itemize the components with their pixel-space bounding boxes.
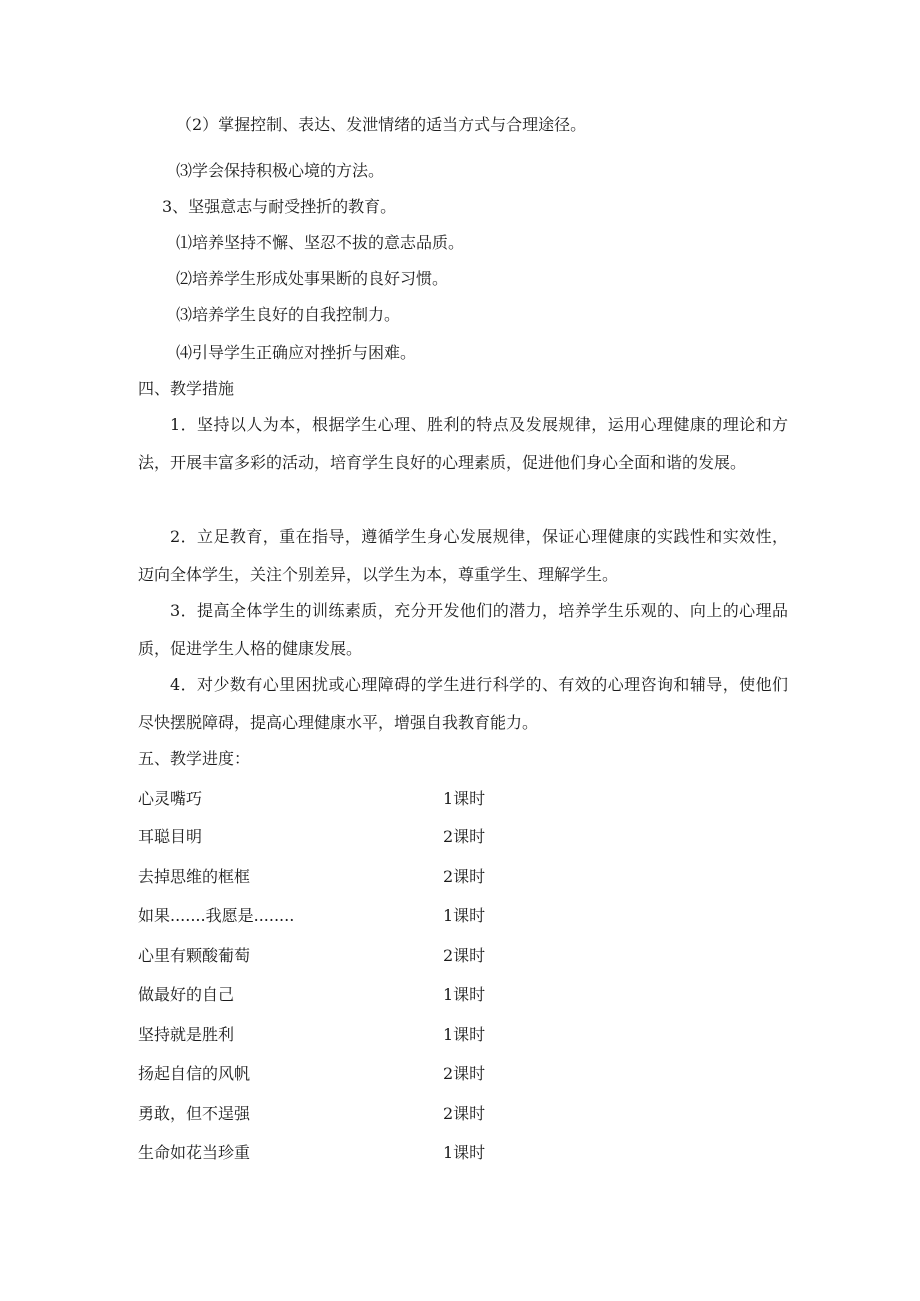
schedule-row <box>138 905 558 927</box>
lesson-hours: 1课时 <box>443 985 486 1004</box>
lesson-name: 如果.......我愿是........ <box>138 906 295 925</box>
lesson-hours: 1课时 <box>443 906 486 925</box>
lesson-name: 去掉思维的框框 <box>138 867 251 886</box>
will-item-2: ⑵培养学生形成处事果断的良好习惯。 <box>176 269 449 288</box>
emotion-goal-2: （2）掌握控制、表达、发泄情绪的适当方式与合理途径。 <box>176 115 587 134</box>
schedule-row <box>138 1063 558 1085</box>
lesson-name: 坚持就是胜利 <box>138 1025 235 1044</box>
schedule-row <box>138 945 558 967</box>
schedule-heading: 五、教学进度： <box>138 749 251 768</box>
schedule-row <box>138 1142 558 1164</box>
lesson-name: 扬起自信的风帆 <box>138 1064 251 1083</box>
will-item-1: ⑴培养坚持不懈、坚忍不拔的意志品质。 <box>176 233 465 252</box>
will-item-3: ⑶培养学生良好的自我控制力。 <box>176 305 401 324</box>
schedule-row <box>138 984 558 1006</box>
schedule-row <box>138 1103 558 1125</box>
measure-paragraph-2: 2．立足教育，重在指导，遵循学生身心发展规律，保证心理健康的实践性和实效性，迈向全体学生，关注个别差异，以学生为本，尊重学生、理解学生。 <box>138 527 788 584</box>
measure-paragraph-1: 1．坚持以人为本，根据学生心理、胜利的特点及发展规律，运用心理健康的理论和方法，开展丰富多彩的活动，培育学生良好的心理素质，促进他们身心全面和谐的发展。 <box>138 415 788 472</box>
measure-paragraph-4: 4．对少数有心里困扰或心理障碍的学生进行科学的、有效的心理咨询和辅导，使他们尽快摆脱障碍，提高心理健康水平，增强自我教育能力。 <box>138 675 788 732</box>
lesson-hours: 1课时 <box>443 1025 486 1044</box>
lesson-hours: 2课时 <box>443 1104 486 1123</box>
schedule-row <box>138 1024 558 1046</box>
lesson-hours: 2课时 <box>443 867 486 886</box>
lesson-name: 做最好的自己 <box>138 985 235 1004</box>
emotion-goal-3: ⑶学会保持积极心境的方法。 <box>176 161 385 180</box>
lesson-hours: 2课时 <box>443 946 486 965</box>
measures-heading: 四、教学措施 <box>138 379 235 398</box>
lesson-hours: 1课时 <box>443 1143 486 1162</box>
lesson-name: 耳聪目明 <box>138 827 203 846</box>
will-item-4: ⑷引导学生正确应对挫折与困难。 <box>176 343 417 362</box>
schedule-row <box>138 826 558 848</box>
schedule-row <box>138 866 558 888</box>
lesson-hours: 2课时 <box>443 1064 486 1083</box>
lesson-name: 心里有颗酸葡萄 <box>138 946 251 965</box>
measure-paragraph-3: 3．提高全体学生的训练素质，充分开发他们的潜力，培养学生乐观的、向上的心理品质，促进学生人格的健康发展。 <box>138 601 788 658</box>
lesson-name: 心灵嘴巧 <box>138 789 203 808</box>
will-section-title: 3、坚强意志与耐受挫折的教育。 <box>162 197 397 216</box>
lesson-hours: 1课时 <box>443 789 486 808</box>
lesson-hours: 2课时 <box>443 827 486 846</box>
schedule-row <box>138 788 558 810</box>
lesson-name: 生命如花当珍重 <box>138 1143 251 1162</box>
lesson-name: 勇敢，但不逞强 <box>138 1104 251 1123</box>
